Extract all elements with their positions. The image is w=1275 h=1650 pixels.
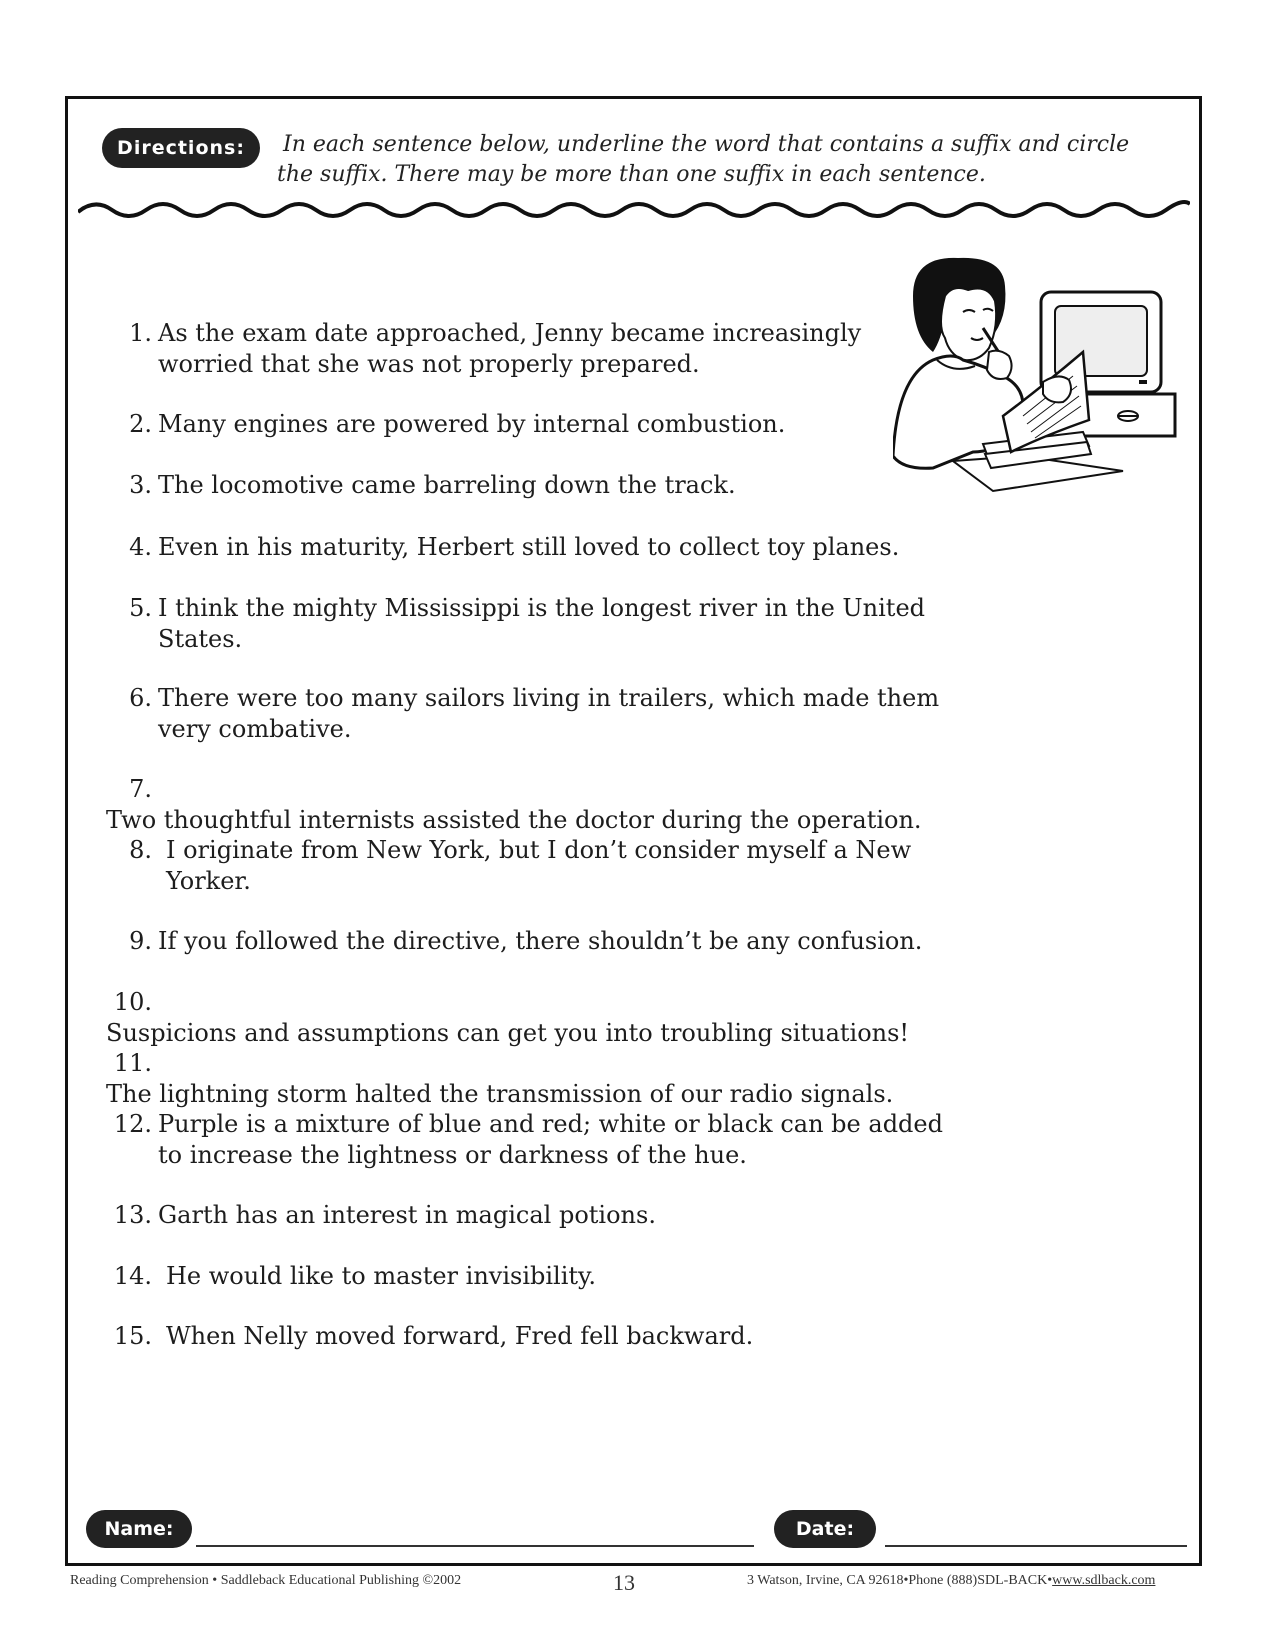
question-text: When Nelly moved forward, Fred fell backward. <box>166 1322 754 1350</box>
question-text: Many engines are powered by internal combustion. <box>158 410 786 438</box>
question-number: 8. <box>129 836 152 864</box>
question-number: 10. <box>113 988 152 1016</box>
footer-address: 3 Watson, Irvine, CA 92618•Phone (888)SDL-BACK• <box>747 1573 1053 1588</box>
question-8 <box>106 835 1006 897</box>
name-label-badge: Name: <box>88 1512 190 1546</box>
question-number: 7. <box>129 775 152 803</box>
question-text: I originate from New York, but I don’t consider myself a New Yorker. <box>166 836 912 895</box>
name-field[interactable] <box>196 1545 754 1547</box>
directions-text <box>277 130 1143 190</box>
footer-contact <box>747 1573 1155 1589</box>
question-13 <box>106 1200 1006 1231</box>
question-number: 3. <box>129 471 152 499</box>
question-number: 2. <box>129 410 152 438</box>
question-3 <box>106 470 1006 501</box>
question-text: I think the mighty Mississippi is the longest river in the United States. <box>158 594 926 653</box>
question-number: 9. <box>129 927 152 955</box>
question-7 <box>106 774 1006 836</box>
question-text: There were too many sailors living in trailers, which made them very combative. <box>158 684 940 743</box>
question-number: 14. <box>113 1262 152 1290</box>
question-11 <box>106 1048 1006 1110</box>
question-text: Purple is a mixture of blue and red; white or black can be added to increase the lightness or darkness of the hue. <box>158 1110 943 1169</box>
question-4 <box>106 532 1006 563</box>
page-number: 13 <box>613 1570 635 1595</box>
wavy-divider <box>78 196 1190 226</box>
question-5 <box>106 593 1006 655</box>
directions-badge: Directions: <box>104 130 258 166</box>
question-1 <box>106 318 1006 380</box>
question-number: 15. <box>113 1322 152 1350</box>
question-text: Even in his maturity, Herbert still loved to collect toy planes. <box>158 533 900 561</box>
question-10 <box>106 987 1006 1049</box>
question-9 <box>106 926 1006 957</box>
question-number: 6. <box>129 684 152 712</box>
date-field[interactable] <box>885 1545 1187 1547</box>
question-number: 5. <box>129 594 152 622</box>
question-text: Two thoughtful internists assisted the doctor during the operation. <box>106 806 922 834</box>
question-2 <box>106 409 1006 440</box>
question-text: As the exam date approached, Jenny became increasingly worried that she was not properly prepared. <box>158 319 862 378</box>
question-12 <box>106 1109 1006 1171</box>
publisher-website-link[interactable]: www.sdlback.com <box>1052 1573 1156 1588</box>
question-text: The lightning storm halted the transmission of our radio signals. <box>106 1080 894 1108</box>
directions-line-1: In each sentence below, underline the word that contains a suffix and circle <box>283 132 1130 157</box>
question-text: If you followed the directive, there shouldn’t be any confusion. <box>158 927 923 955</box>
footer-publisher: Reading Comprehension • Saddleback Educational Publishing ©2002 <box>70 1573 462 1588</box>
question-text: The locomotive came barreling down the track. <box>158 471 736 499</box>
question-15 <box>106 1321 1006 1352</box>
directions-line-2: the suffix. There may be more than one suffix in each sentence. <box>277 162 986 187</box>
question-number: 4. <box>129 533 152 561</box>
question-number: 12. <box>113 1110 152 1138</box>
question-6 <box>106 683 1006 745</box>
question-text: He would like to master invisibility. <box>166 1262 597 1290</box>
question-number: 11. <box>113 1049 152 1077</box>
question-text: Garth has an interest in magical potions. <box>158 1201 656 1229</box>
question-number: 13. <box>113 1201 152 1229</box>
question-text: Suspicions and assumptions can get you into troubling situations! <box>106 1019 910 1047</box>
date-label-badge: Date: <box>776 1512 874 1546</box>
question-number: 1. <box>129 319 152 347</box>
question-14 <box>106 1261 1006 1292</box>
